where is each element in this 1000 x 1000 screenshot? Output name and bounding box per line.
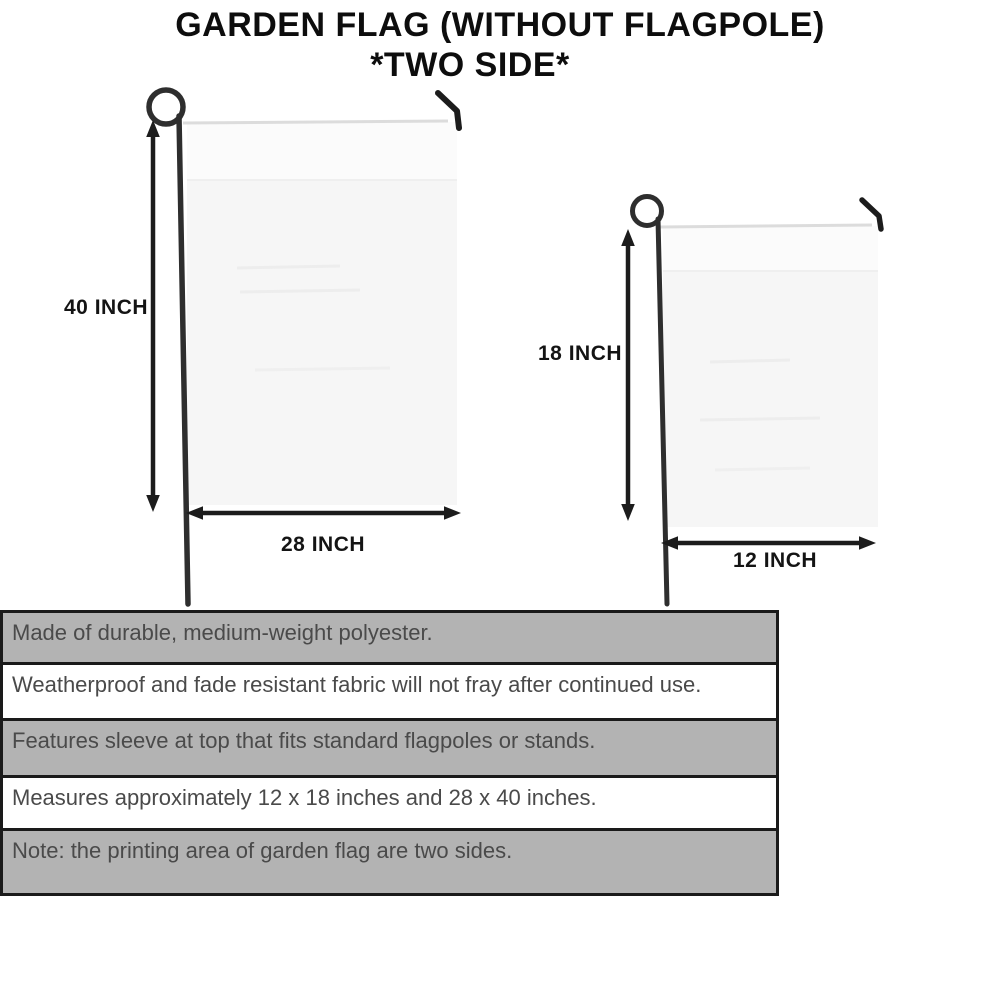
large-flag-height-label: 40 INCH [64, 296, 149, 319]
small-flag-width-arrow [661, 536, 876, 550]
title-line-2: *TWO SIDE* [370, 46, 570, 85]
spec-row-sleeve: Features sleeve at top that fits standard flagpoles or stands. [3, 721, 776, 778]
spec-row-material: Made of durable, medium-weight polyester. [3, 613, 776, 665]
spec-row-measurements: Measures approximately 12 x 18 inches and 28 x 40 inches. [3, 778, 776, 831]
large-flag-hanger-bar [183, 121, 448, 123]
small-flag-crease [710, 360, 790, 362]
large-flag-crease [255, 368, 390, 370]
small-flag-width-label: 12 INCH [733, 549, 818, 572]
small-flag-height-label: 18 INCH [538, 342, 623, 365]
large-flag-assembly [146, 90, 461, 604]
large-flag-width-label: 28 INCH [281, 533, 366, 556]
large-flagpole [179, 116, 188, 604]
large-flag-height-arrow [146, 120, 160, 512]
large-flag-width-arrow [186, 506, 461, 520]
small-flag-hanger-bar [660, 225, 872, 227]
title-line-1: GARDEN FLAG (WITHOUT FLAGPOLE) [175, 6, 825, 44]
small-flag-assembly [621, 197, 881, 605]
small-flag-crease [700, 418, 820, 420]
large-flag-sleeve [187, 122, 457, 180]
small-flag-sleeve [663, 226, 878, 271]
large-flag-crease [240, 290, 360, 292]
small-flag-height-arrow [621, 229, 635, 521]
spec-row-note: Note: the printing area of garden flag are two sides. [3, 831, 776, 893]
product-spec-table [0, 610, 779, 896]
small-flag-crease [715, 468, 810, 470]
spec-row-weatherproof: Weatherproof and fade resistant fabric will not fray after continued use. [3, 665, 776, 721]
large-flag-crease [237, 266, 340, 268]
